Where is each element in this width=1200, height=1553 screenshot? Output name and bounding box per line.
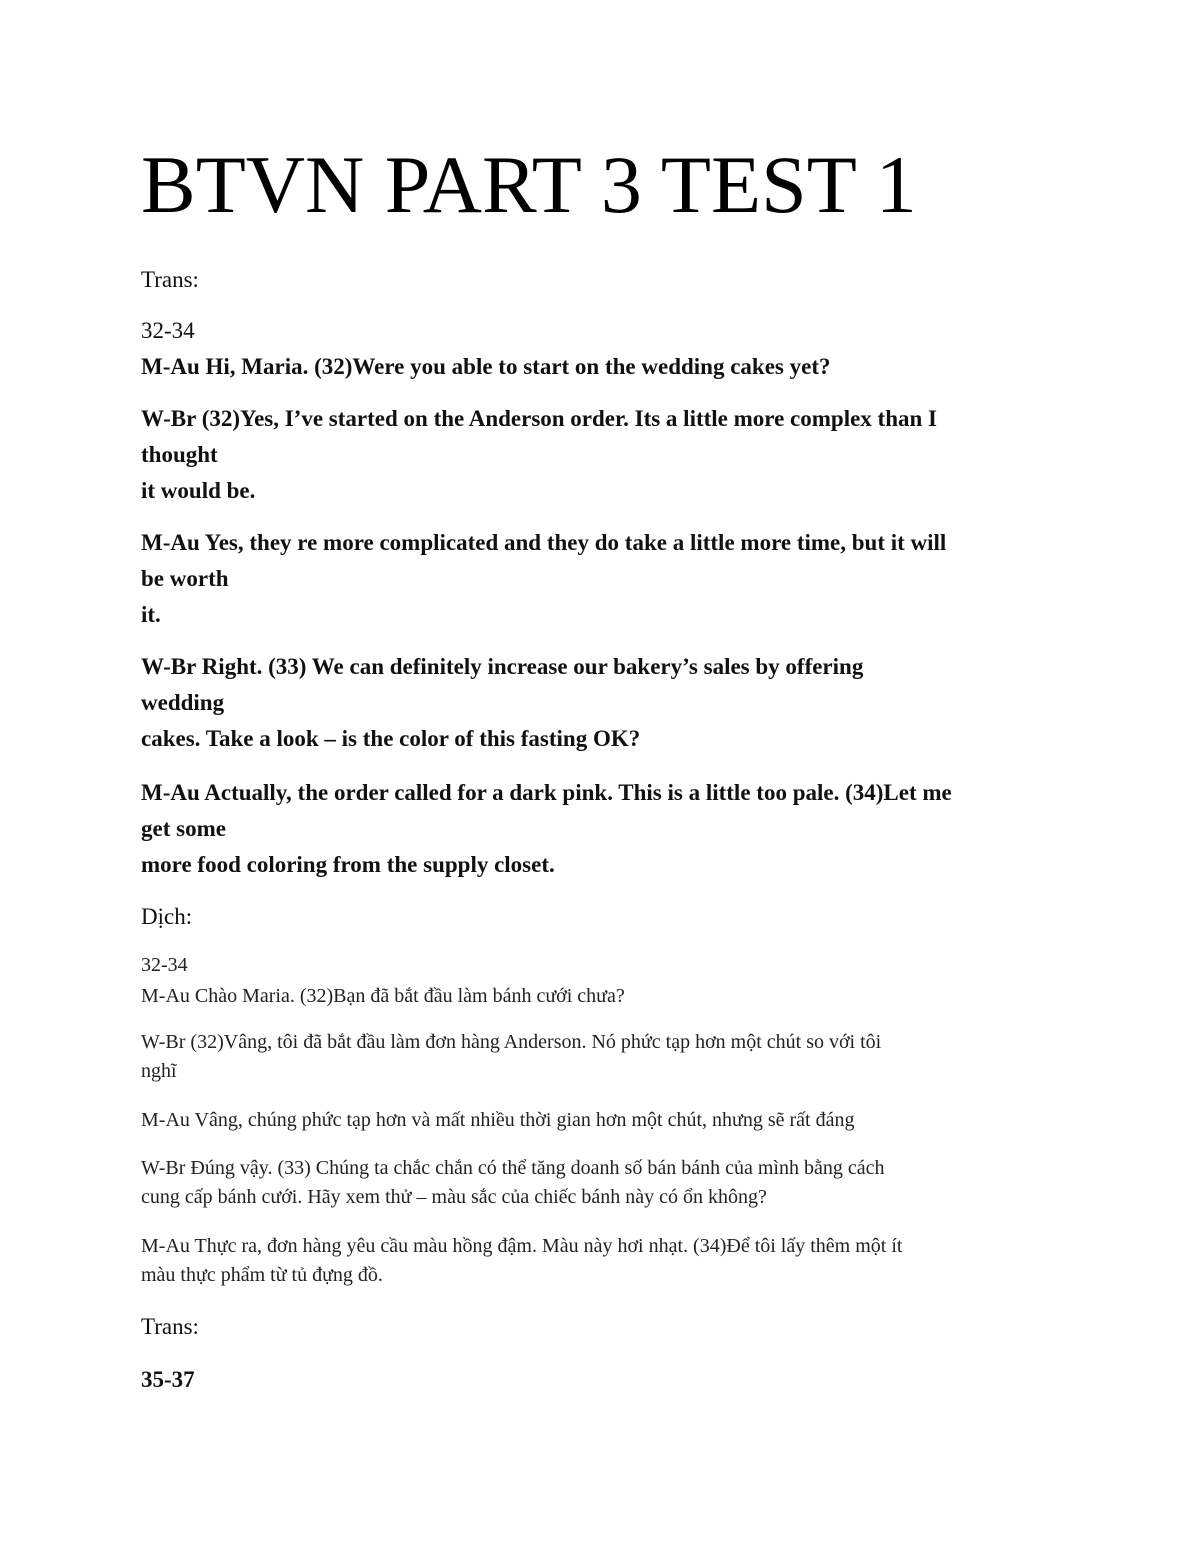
page-title: BTVN PART 3 TEST 1: [141, 139, 917, 230]
range-heading-32-34: 32-34: [141, 318, 195, 343]
dialogue-line-m-au-1: M-Au Hi, Maria. (32)Were you able to start on the wedding cakes yet?: [141, 354, 831, 379]
dialogue-line-m-au-2: M-Au Yes, they re more complicated and they do take a little more time, but it will be worth it.: [141, 530, 947, 627]
dialogue-line-w-br-1: W-Br (32)Yes, I’ve started on the Anderson order. Its a little more complex than I thought it would be.: [141, 406, 937, 503]
translation-line-w-br-2: W-Br Đúng vậy. (33) Chúng ta chắc chắn có thể tăng doanh số bán bánh của mình bằng cách cung cấp bánh cưới. Hãy xem thử – màu sắc của chiếc bánh này có ổn không?: [141, 1157, 885, 1208]
translation-line-m-au-1: M-Au Chào Maria. (32)Bạn đã bắt đầu làm bánh cưới chưa?: [141, 985, 625, 1007]
translation-range-heading: 32-34: [141, 954, 188, 976]
dialogue-line-m-au-3: M-Au Actually, the order called for a dark pink. This is a little too pale. (34)Let me get some more food coloring from the supply closet.: [141, 780, 952, 877]
translation-line-m-au-2: M-Au Vâng, chúng phức tạp hơn và mất nhiều thời gian hơn một chút, nhưng sẽ rất đáng: [141, 1109, 855, 1131]
trans-label-1: Trans:: [141, 267, 199, 292]
trans-label-2: Trans:: [141, 1314, 199, 1339]
range-heading-35-37: 35-37: [141, 1367, 195, 1392]
dialogue-line-w-br-2: W-Br Right. (33) We can definitely increase our bakery’s sales by offering wedding cakes. Take a look – is the color of this fasting OK?: [141, 654, 864, 751]
translation-line-w-br-1: W-Br (32)Vâng, tôi đã bắt đầu làm đơn hàng Anderson. Nó phức tạp hơn một chút so với tôi nghĩ: [141, 1031, 882, 1082]
translation-line-m-au-3: M-Au Thực ra, đơn hàng yêu cầu màu hồng đậm. Màu này hơi nhạt. (34)Để tôi lấy thêm một ít màu thực phẩm từ tủ đựng đồ.: [141, 1235, 903, 1286]
translation-label: Dịch:: [141, 904, 193, 929]
